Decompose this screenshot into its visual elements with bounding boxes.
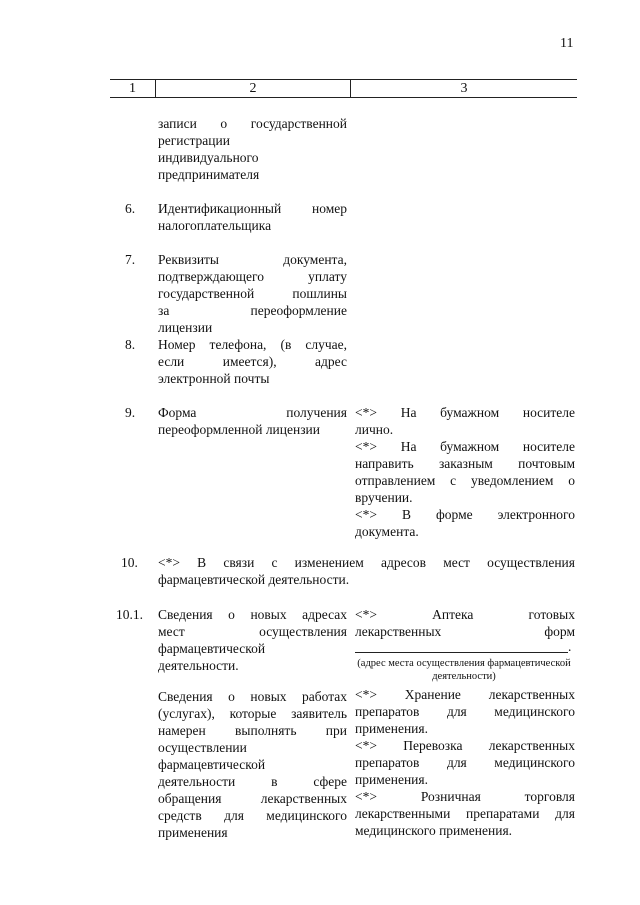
text-line: если имеется), адрес — [158, 354, 347, 369]
row-10-number: 10. — [121, 555, 138, 570]
caption-line: деятельности) — [432, 671, 496, 682]
text-line: Идентификационный номер — [158, 201, 347, 216]
text-line: <*> В связи с изменением адресов мест осуществления — [158, 555, 575, 570]
text-line: Сведения о новых адресах — [158, 607, 347, 622]
option-line: лекарственных форм — [355, 624, 575, 639]
table-header-col2: 2 — [249, 81, 257, 96]
row-10-text — [158, 554, 575, 588]
row-continued-text — [158, 115, 347, 183]
address-fill-line — [355, 652, 568, 653]
text-line: Форма получения — [158, 405, 347, 420]
text-line: фармацевтической деятельности. — [158, 572, 350, 587]
row-6-number: 6. — [125, 201, 136, 216]
option-line: препаратов для медицинского — [355, 755, 575, 770]
text-line: индивидуального — [158, 150, 259, 165]
text-line: фармацевтической — [158, 757, 266, 772]
text-line: Сведения о новых работах — [158, 689, 347, 704]
text-line: электронной почты — [158, 371, 270, 386]
text-line: деятельности в сфере — [158, 774, 347, 789]
row-7-number: 7. — [125, 252, 136, 267]
text-line: подтверждающего уплату — [158, 269, 347, 284]
row-10-1-services-label — [158, 688, 347, 841]
row-9-text — [158, 404, 347, 438]
text-line: мест осуществления — [158, 624, 347, 639]
text-line: записи о государственной — [158, 116, 347, 131]
text-line: деятельности. — [158, 658, 239, 673]
option-line: <*> Хранение лекарственных — [355, 687, 575, 702]
text-line: осуществлении — [158, 740, 247, 755]
option-line: препаратов для медицинского — [355, 704, 575, 719]
row-8-text — [158, 336, 347, 387]
text-line: намерен выполнять при — [158, 723, 347, 738]
option-line: <*> Розничная торговля — [355, 789, 575, 804]
text-line: лицензии — [158, 320, 213, 335]
text-line: применения — [158, 825, 228, 840]
option-line: <*> В форме электронного — [355, 507, 575, 522]
option-line: отправлением с уведомлением о — [355, 473, 575, 488]
text-line: государственной пошлины — [158, 286, 347, 301]
table-header-bottom-rule — [110, 97, 577, 98]
address-caption — [350, 657, 578, 683]
text-line: регистрации — [158, 133, 230, 148]
row-8-number: 8. — [125, 337, 136, 352]
row-9-number: 9. — [125, 405, 136, 420]
option-line: документа. — [355, 524, 419, 539]
row-10-1-addresses-label — [158, 606, 347, 674]
address-fill-dot: . — [568, 639, 572, 654]
text-line: средств для медицинского — [158, 808, 347, 823]
option-line: применения. — [355, 721, 428, 736]
table-header-col1: 1 — [129, 81, 136, 96]
row-10-1-services-options — [355, 686, 575, 839]
text-line: (услугах), которые заявитель — [158, 706, 347, 721]
row-10-1-number: 10.1. — [116, 607, 143, 622]
text-line: фармацевтической — [158, 641, 266, 656]
option-line: направить заказным почтовым — [355, 456, 575, 471]
option-line: <*> На бумажном носителе — [355, 439, 575, 454]
option-line: вручении. — [355, 490, 413, 505]
row-7-text — [158, 251, 347, 336]
text-line: Номер телефона, (в случае, — [158, 337, 347, 352]
option-line: <*> На бумажном носителе — [355, 405, 575, 420]
option-line: применения. — [355, 772, 428, 787]
row-6-text — [158, 200, 347, 234]
option-line: лекарственными препаратами для — [355, 806, 575, 821]
caption-line: (адрес места осуществления фармацевтической — [357, 658, 571, 669]
row-9-options — [355, 404, 575, 540]
text-line: за переоформление — [158, 303, 347, 318]
table-header-col3: 3 — [460, 81, 468, 96]
text-line: налогоплательщика — [158, 218, 272, 233]
text-line: переоформленной лицензии — [158, 422, 321, 437]
text-line: предпринимателя — [158, 167, 260, 182]
text-line: обращения лекарственных — [158, 791, 347, 806]
row-10-1-pharmacy-option — [355, 606, 575, 640]
option-line: <*> Перевозка лекарственных — [355, 738, 575, 753]
option-line: лично. — [355, 422, 394, 437]
text-line: Реквизиты документа, — [158, 252, 347, 267]
page-number: 11 — [560, 36, 574, 51]
option-line: медицинского применения. — [355, 823, 513, 838]
option-line: <*> Аптека готовых — [355, 607, 575, 622]
